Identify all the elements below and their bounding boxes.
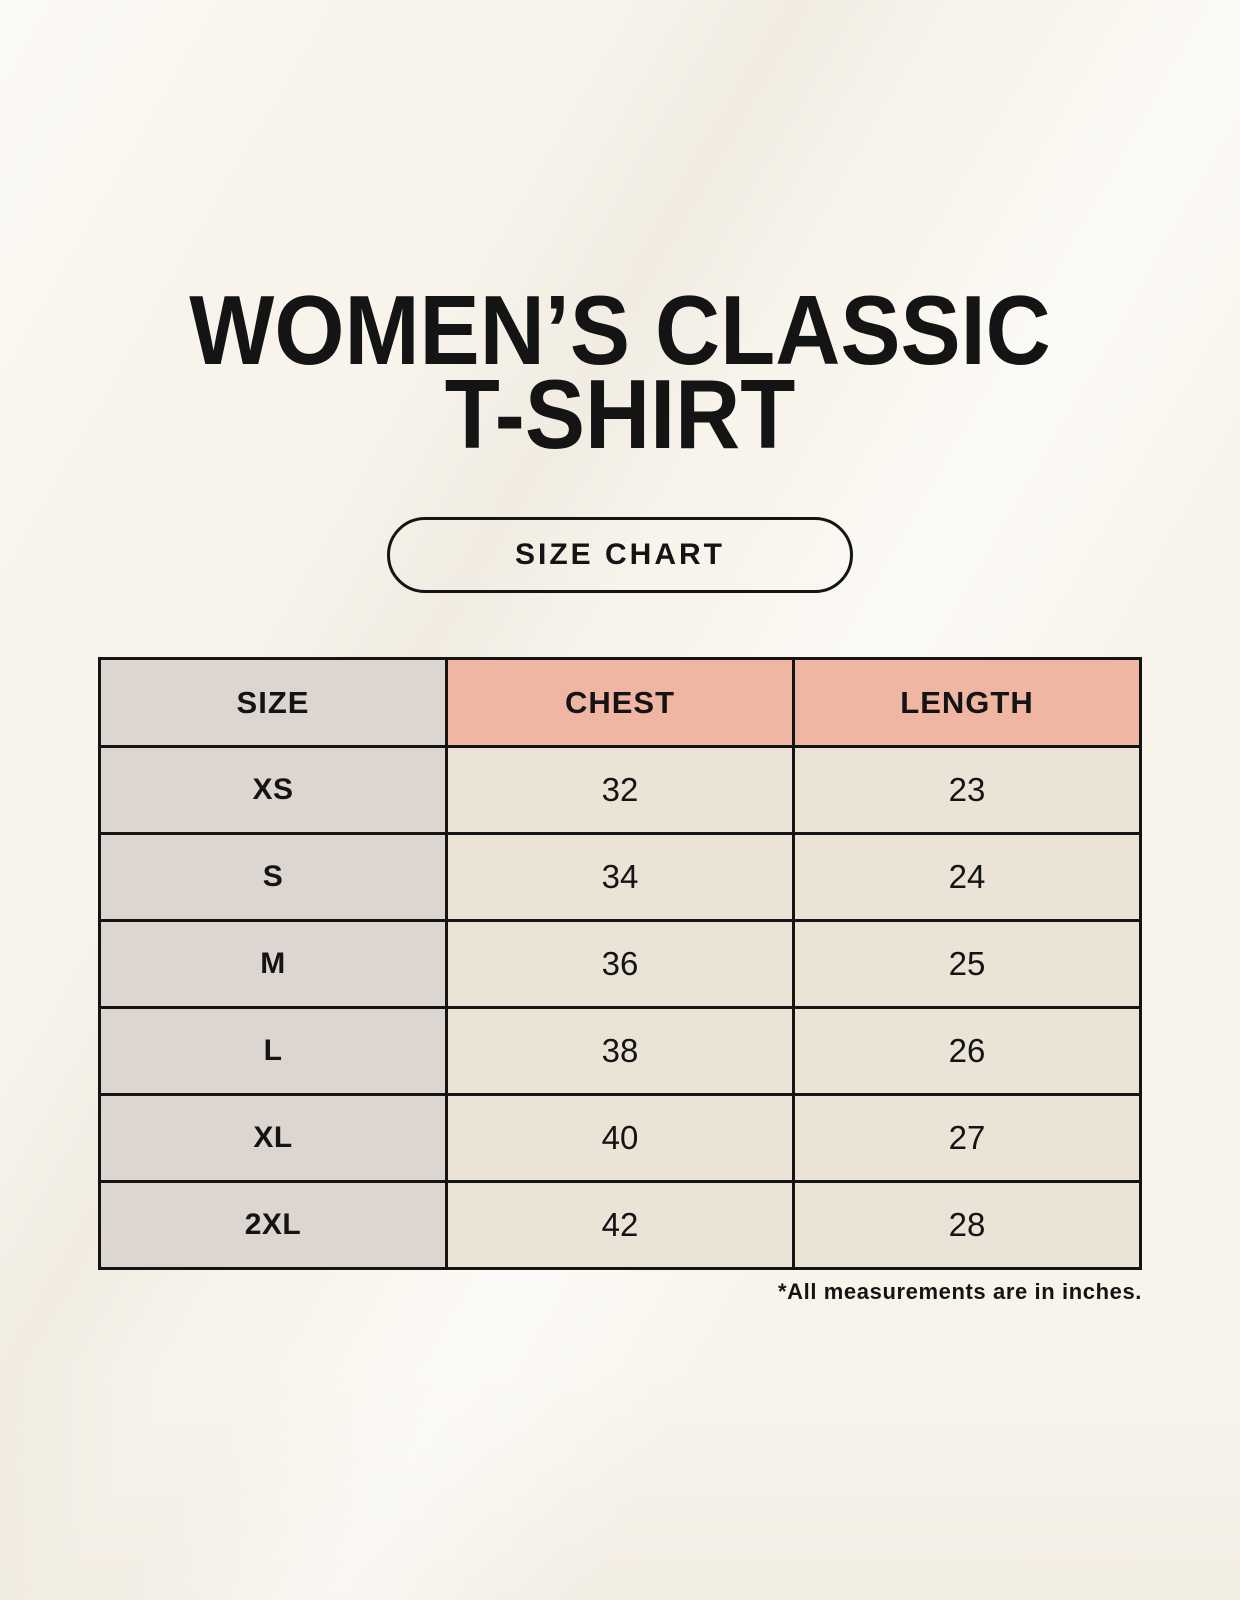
chest-value: 42 xyxy=(447,1182,794,1269)
size-label: S xyxy=(100,834,447,921)
chest-value: 38 xyxy=(447,1008,794,1095)
column-header-size: SIZE xyxy=(100,659,447,747)
chest-value: 32 xyxy=(447,747,794,834)
table-row xyxy=(100,921,1141,1008)
header-row xyxy=(100,659,1141,747)
size-chart-button-label: SIZE CHART xyxy=(515,537,725,571)
chest-value: 34 xyxy=(447,834,794,921)
chest-value: 36 xyxy=(447,921,794,1008)
size-label: XS xyxy=(100,747,447,834)
size-chart-button[interactable] xyxy=(387,517,853,593)
size-label: 2XL xyxy=(100,1182,447,1269)
size-label: M xyxy=(100,921,447,1008)
table-row xyxy=(100,1182,1141,1269)
size-label: L xyxy=(100,1008,447,1095)
length-value: 26 xyxy=(794,1008,1141,1095)
size-chart-table xyxy=(98,657,1142,1270)
length-value: 25 xyxy=(794,921,1141,1008)
table-row xyxy=(100,747,1141,834)
length-value: 27 xyxy=(794,1095,1141,1182)
length-value: 28 xyxy=(794,1182,1141,1269)
column-header-chest: CHEST xyxy=(447,659,794,747)
size-label: XL xyxy=(100,1095,447,1182)
length-value: 24 xyxy=(794,834,1141,921)
measurement-note: *All measurements are in inches. xyxy=(777,1279,1142,1304)
table-row xyxy=(100,834,1141,921)
table-row xyxy=(100,1008,1141,1095)
chest-value: 40 xyxy=(447,1095,794,1182)
column-header-length: LENGTH xyxy=(794,659,1141,747)
size-chart-table-container xyxy=(98,657,1142,1305)
table-row xyxy=(100,1095,1141,1182)
length-value: 23 xyxy=(794,747,1141,834)
page-title: WOMEN’S CLASSIC T-SHIRT xyxy=(189,275,1051,470)
